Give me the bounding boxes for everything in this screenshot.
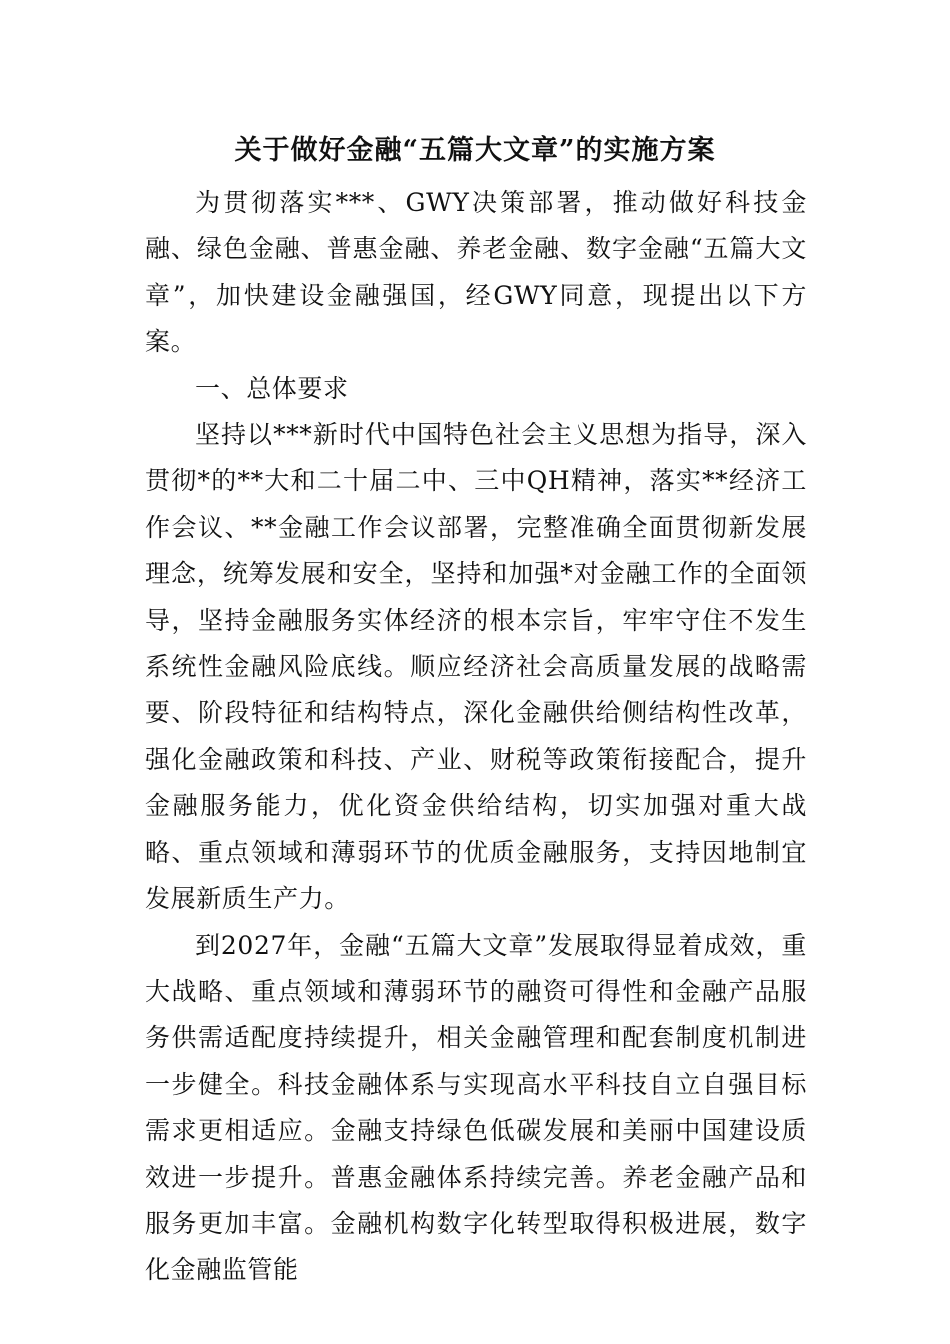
section-heading-general-requirements: 一、总体要求 — [195, 373, 349, 403]
intro-paragraph: 为贯彻落实***、GWY决策部署，推动做好科技金融、绿色金融、普惠金融、养老金融、数字金融“五篇大文章”，加快建设金融强国，经GWY同意，现提出以下方案。 — [145, 188, 807, 357]
guiding-principles-paragraph: 坚持以***新时代中国特色社会主义思想为指导，深入贯彻*的**大和二十届二中、三中QH精神，落实**经济工作会议、**金融工作会议部署，完整准确全面贯彻新发展理念，统筹发展和安全，坚持和加强*对金融工作的全面领导，坚持金融服务实体经济的根本宗旨，牢牢守住不发生系统性金融风险底线。顺应经济社会高质量发展的战略需要、阶段特征和结构特点，深化金融供给侧结构性改革，强化金融政策和科技、产业、财税等政策衔接配合，提升金融服务能力，优化资金供给结构，切实加强对重大战略、重点领域和薄弱环节的优质金融服务，支持因地制宜发展新质生产力。 — [145, 420, 807, 914]
goals-2027-paragraph: 到2027年，金融“五篇大文章”发展取得显着成效，重大战略、重点领域和薄弱环节的融资可得性和金融产品服务供需适配度持续提升，相关金融管理和配套制度机制进一步健全。科技金融体系与实现高水平科技自立自强目标需求更相适应。金融支持绿色低碳发展和美丽中国建设质效进一步提升。普惠金融体系持续完善。养老金融产品和服务更加丰富。金融机构数字化转型取得积极进展，数字化金融监管能 — [145, 930, 807, 1285]
document-body — [145, 180, 807, 1294]
document-title: 关于做好金融“五篇大文章”的实施方案 — [234, 135, 716, 166]
